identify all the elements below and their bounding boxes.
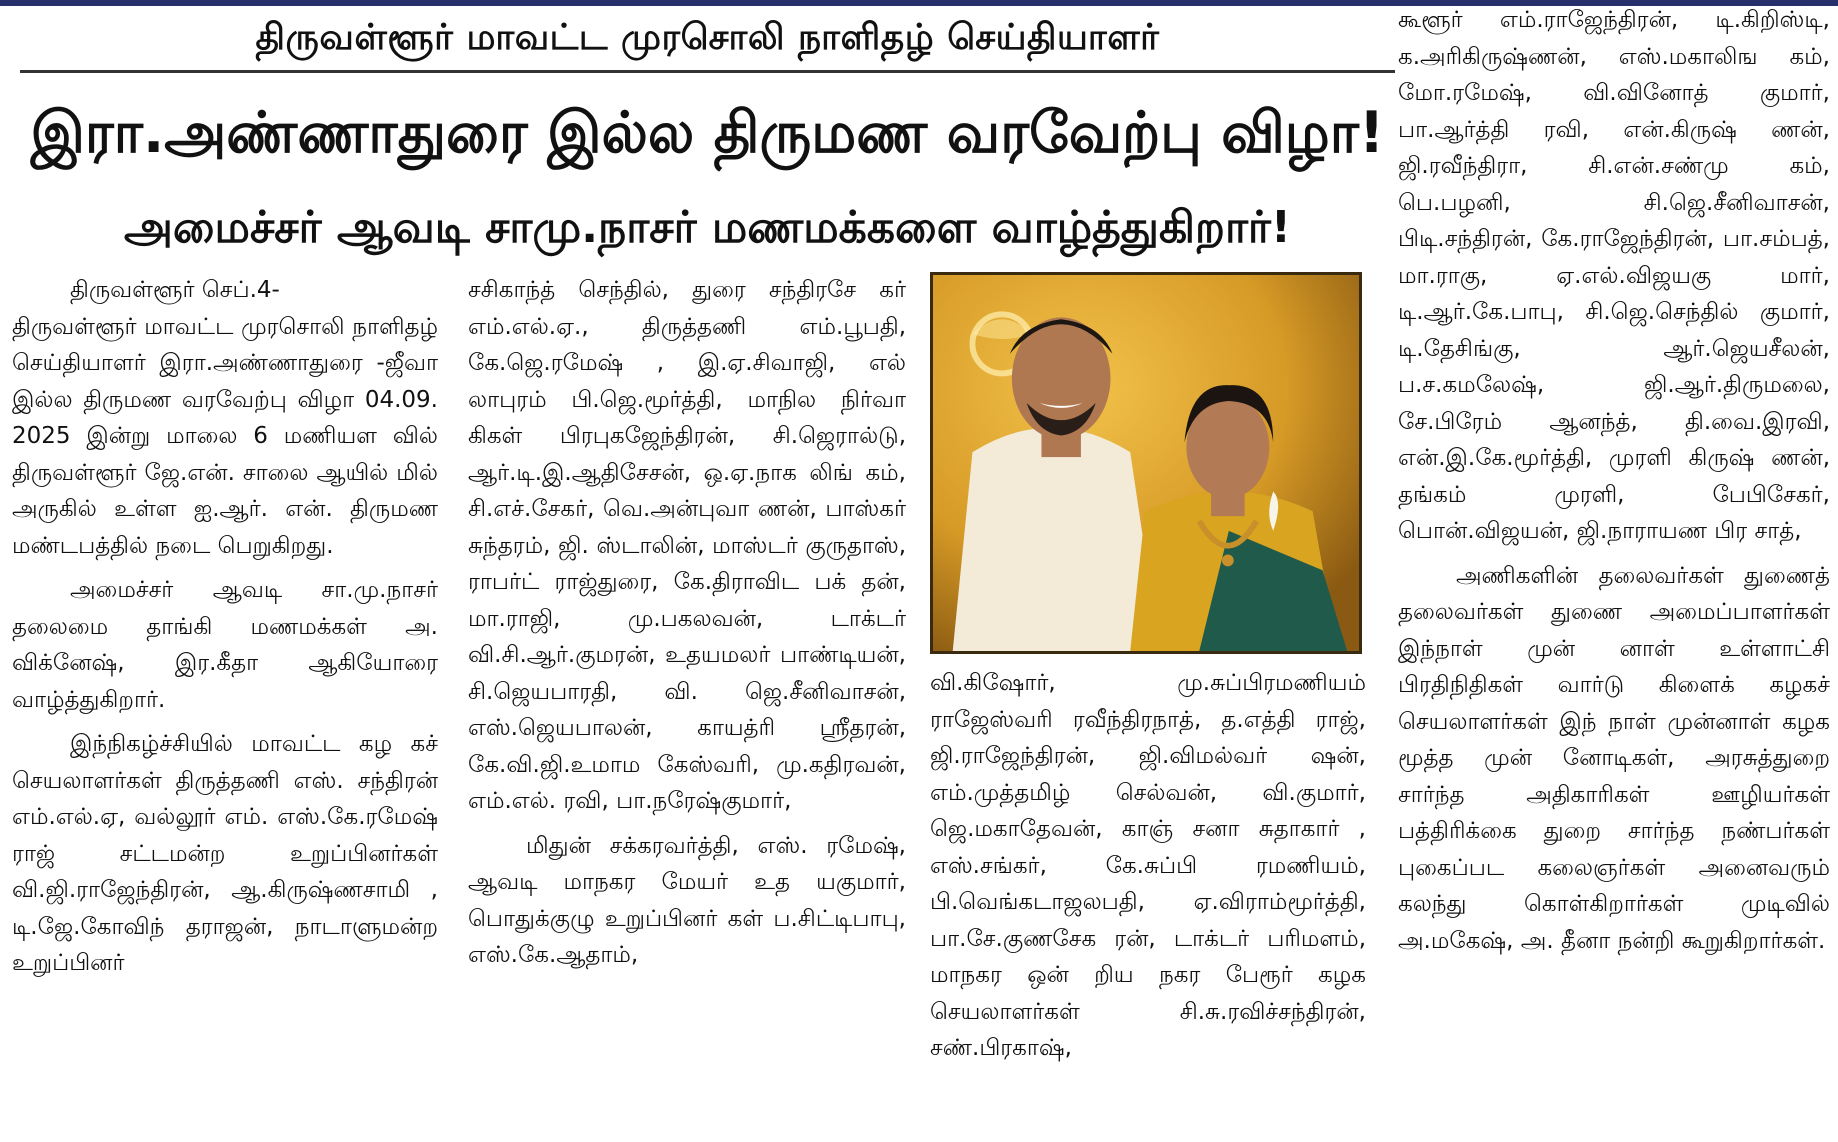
article-column-2 (468, 272, 906, 1142)
paragraph: வி.கிஷோர், மு.சுப்பிரமணியம் ராஜேஸ்வரி ரவீந்திரநாத், த.எத்தி ராஜ், ஜி.ராஜேந்திரன், ஜி.விமல்வர் ஷன், எம்.முத்தமிழ் செல்வன், வி.குமார், ஜெ.மகாதேவன், காஞ் சனா சுதாகார் , எஸ்.சங்கர், கே.சுப்பி ரமணியம், பி.வெங்கடாஜலபதி, ஏ.விராம்மூர்த்தி, பா.சே.குணசேக ரன், டாக்டர் பரிமளம், மாநகர ஒன் றிய நகர பேரூர் கழக செயலாளர்கள் சி.சு.ரவிச்சந்திரன், சண்.பிரகாஷ், (930, 670, 1366, 1061)
paragraph: அமைச்சர் ஆவடி சா.மு.நாசர் தலைமை தாங்கி மணமக்கள் அ. விக்னேஷ், இர.கீதா ஆகியோரை வாழ்த்துகிறார். (12, 577, 438, 713)
article-column-1 (12, 272, 438, 1142)
couple-photo (930, 272, 1362, 654)
headline: இரா.அண்ணாதுரை இல்ல திருமண வரவேற்பு விழா! (30, 100, 1385, 166)
paragraph: மிதுன் சக்கரவர்த்தி, எஸ். ரமேஷ், ஆவடி மாநகர மேயர் உத யகுமார், பொதுக்குழு உறுப்பினர் கள் ப.சிட்டிபாபு, எஸ்.கே.ஆதாம், (468, 832, 906, 968)
dateline: திருவள்ளூர் செப்.4- (70, 277, 280, 303)
paragraph: இந்நிகழ்ச்சியில் மாவட்ட கழ கச் செயலாளர்கள் திருத்தணி எஸ். சந்திரன் எம்.எல்.ஏ, வல்லூர் எம். எஸ்.கே.ரமேஷ் ராஜ் சட்டமன்ற உறுப்பினர்கள் வி.ஜி.ராஜேந்திரன், ஆ.கிருஷ்ணசாமி , டி.ஜே.கோவிந் தராஜன், நாடாளுமன்ற உறுப்பினர் (12, 731, 438, 976)
subheadline: அமைச்சர் ஆவடி சாமு.நாசர் மணமக்களை வாழ்த்துகிறார்! (124, 201, 1291, 253)
article-column-3 (930, 665, 1366, 1135)
paragraph: அணிகளின் தலைவர்கள் துணைத் தலைவர்கள் துணை அமைப்பாளர்கள் இந்நாள் முன் னாள் உள்ளாட்சி பிரதிநிதிகள் வார்டு கிளைக் கழகச் செயலாளர்கள் இந் நாள் முன்னாள் கழக மூத்த முன் னோடிகள், அரசுத்துறை சார்ந்த அதிகாரிகள் ஊழியர்கள் பத்திரிக்கை துறை சார்ந்த நண்பர்கள் புகைப்பட கலைஞர்கள் அனைவரும் கலந்து கொள்கிறார்கள் முடிவில் அ.மகேஷ், அ. தீனா நன்றி கூறுகிறார்கள். (1398, 562, 1830, 954)
couple-photo-illustration (933, 275, 1359, 651)
kicker-rule (20, 70, 1395, 73)
paragraph: சசிகாந்த் செந்தில், துரை சந்திரசே கர் எம்.எல்.ஏ., திருத்தணி எம்.பூபதி, கே.ஜெ.ரமேஷ் , இ.ஏ.சிவாஜி, எல் லாபுரம் பி.ஜெ.மூர்த்தி, மாநில நிர்வா கிகள் பிரபுகஜேந்திரன், சி.ஜெரால்டு, ஆர்.டி.இ.ஆதிசேசன், ஒ.ஏ.நாக லிங் கம், சி.எச்.சேகர், வெ.அன்புவா ணன், பாஸ்கர் சுந்தரம், ஜி. ஸ்டாலின், மாஸ்டர் குருதாஸ், ராபர்ட் ராஜ்துரை, கே.திராவிட பக் தன், மா.ராஜி, மு.பகலவன், டாக்டர் வி.சி.ஆர்.குமரன், உதயமலர் பாண்டியன், சி.ஜெயபாரதி, வி. ஜெ.சீனிவாசன், எஸ்.ஜெயபாலன், காயத்ரி ஸ்ரீதரன், கே.வி.ஜி.உமாம கேஸ்வரி, மு.கதிரவன், எம்.எல். ரவி, பா.நரேஷ்குமார், (468, 277, 906, 814)
kicker-line: திருவள்ளூர் மாவட்ட முரசொலி நாளிதழ் செய்தியாளர் (255, 17, 1160, 58)
article-column-4 (1398, 2, 1830, 1138)
paragraph: திருவள்ளூர் மாவட்ட முரசொலி நாளிதழ் செய்தியாளர் இரா.அண்ணாதுரை -ஜீவா இல்ல திருமண வரவேற்பு விழா 04.09. 2025 இன்று மாலை 6 மணியள வில் திருவள்ளூர் ஜே.என். சாலை ஆயில் மில் அருகில் உள்ள ஐ.ஆர். என். திருமண மண்டபத்தில் நடை பெறுகிறது. (12, 313, 438, 559)
paragraph: கூளூர் எம்.ராஜேந்திரன், டி.கிறிஸ்டி, க.அரிகிருஷ்ணன், எஸ்.மகாலிங கம், மோ.ரமேஷ், வி.வினோத் குமார், பா.ஆர்த்தி ரவி, என்.கிருஷ் ணன், ஜி.ரவீந்திரா, சி.என்.சண்மு கம், பெ.பழனி, சி.ஜெ.சீனிவாசன், பிடி.சந்திரன், கே.ராஜேந்திரன், பா.சம்பத், மா.ராகு, ஏ.எல்.விஜயகு மார், டி.ஆர்.கே.பாபு, சி.ஜெ.செந்தில் குமார், டி.தேசிங்கு, ஆர்.ஜெயசீலன், ப.ச.கமலேஷ், ஜி.ஆர்.திருமலை, சே.பிரேம் ஆனந்த், தி.வை.இரவி, என்.இ.கே.மூர்த்தி, முரளி கிருஷ் ணன், தங்கம் முரளி, பேபிசேகர், பொன்.விஜயன், ஜி.நாராயண பிர சாத், (1398, 7, 1830, 544)
